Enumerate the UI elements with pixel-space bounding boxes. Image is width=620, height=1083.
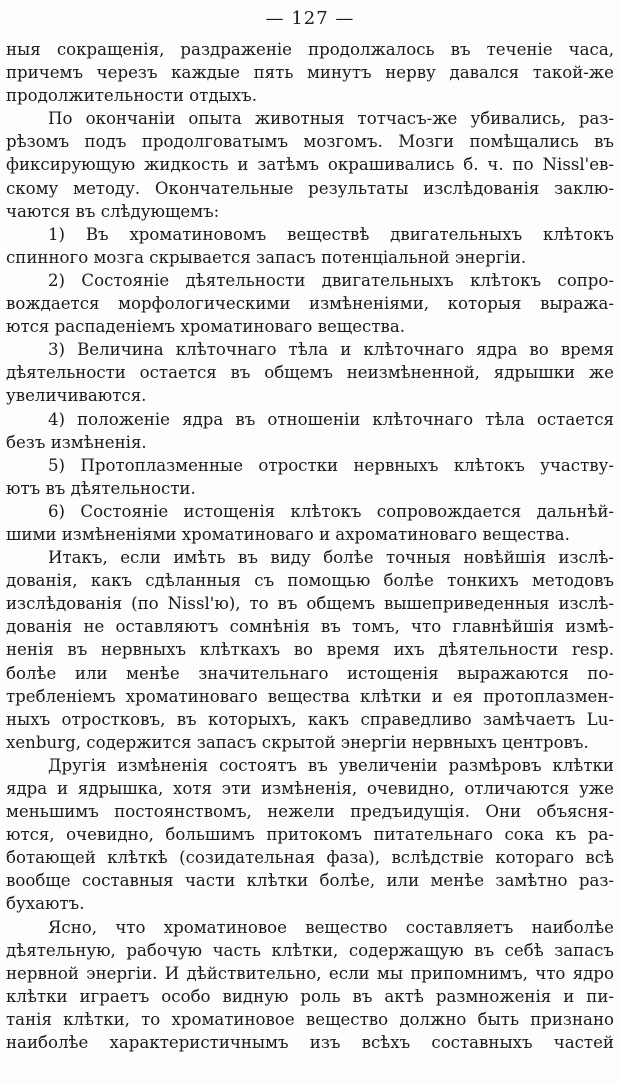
text-line: бухаютъ.: [6, 894, 85, 914]
text-line: дованія не оставляютъ сомнѣнія въ томъ, что главнѣйшія измѣ-: [6, 617, 614, 637]
text-line: По окончаніи опыта животныя тотчасъ-же убивались, раз-: [48, 109, 614, 129]
text-line: 4) положеніе ядра въ отношеніи клѣточнаго тѣла остается: [48, 409, 614, 429]
text-line: дѣятельности остается въ общемъ неизмѣненной, ядрышки же: [6, 363, 614, 383]
text-line: Другія измѣненія состоятъ въ увеличеніи размѣровъ клѣтки: [48, 755, 614, 775]
text-line: дованія, какъ сдѣланныя съ помощью болѣе тонкихъ методовъ: [6, 571, 614, 591]
text-line: причемъ черезъ каждые пять минутъ нерву давался такой-же: [6, 63, 614, 83]
text-line: 5) Протоплазменные отростки нервныхъ клѣтокъ участву-: [48, 455, 614, 475]
text-line: вождается морфологическими измѣненіями, которыя выража-: [6, 294, 614, 314]
text-line: ныя сокращенія, раздраженіе продолжалось въ теченіе часа,: [6, 40, 614, 59]
text-line: вообще составныя части клѣтки болѣе, или менѣе замѣтно раз-: [6, 871, 614, 891]
text-line: 6) Состояніе истощенія клѣтокъ сопровождается дальнѣй-: [48, 501, 614, 521]
text-line: увеличиваются.: [6, 386, 147, 406]
text-line: xenburg, содержится запасъ скрытой энергіи нервныхъ центровъ.: [6, 732, 589, 752]
text-line: ютъ въ дѣятельности.: [6, 478, 196, 498]
text-line: спинного мозга скрывается запасъ потенціальной энергіи.: [6, 247, 527, 267]
text-line: рѣзомъ подъ продолговатымъ мозгомъ. Мозги помѣщались въ: [6, 132, 614, 152]
text-line: ныхъ отростковъ, въ которыхъ, какъ справедливо замѣчаетъ Lu-: [6, 709, 614, 729]
text-line: ядра и ядрышка, хотя эти измѣненія, очевидно, отличаются уже: [6, 779, 614, 798]
text-line: болѣе или менѣе значительнаго истощенія выражаются по-: [6, 663, 614, 683]
text-line: изслѣдованія (по Nissl'ю), то въ общемъ вышеприведенныя изслѣ-: [6, 594, 614, 614]
text-line: танія клѣтки, то хроматиновое вещество должно быть признано: [6, 1009, 614, 1029]
text-line: ботающей клѣткѣ (созидательная фаза), вслѣдствіе котораго всѣ: [6, 848, 614, 868]
text-line: фиксирующую жидкость и затѣмъ окрашивались б. ч. по Nissl'ев-: [6, 155, 614, 175]
paragraph: [6, 38, 614, 107]
text-line: Итакъ, если имѣть въ виду болѣе точныя новѣйшія изслѣ-: [48, 548, 614, 568]
paragraph: [6, 916, 614, 1055]
paragraph: [6, 107, 614, 222]
text-line: безъ измѣненія.: [6, 432, 147, 452]
paragraph: [6, 546, 614, 754]
text-line: 2) Состояніе дѣятельности двигательныхъ клѣтокъ сопро-: [48, 270, 614, 290]
text-line: меньшимъ постоянствомъ, нежели предъидущія. Они объясня-: [6, 802, 614, 822]
text-line: ются, очевидно, большимъ притокомъ питательнаго сока къ ра-: [6, 825, 614, 845]
text-body: [6, 38, 614, 1054]
text-line: ненія въ нервныхъ клѣткахъ во время ихъ дѣятельности resp.: [6, 640, 614, 660]
text-line: продолжительности отдыхъ.: [6, 86, 257, 106]
text-line: чаются въ слѣдующемъ:: [6, 201, 220, 221]
paragraph: [6, 754, 614, 916]
paragraph: [6, 338, 614, 407]
paragraph: [6, 454, 614, 500]
text-line: клѣтки играетъ особо видную роль въ актѣ размноженія и пи-: [6, 986, 614, 1006]
text-line: 3) Величина клѣточнаго тѣла и клѣточнаго ядра во время: [48, 340, 614, 360]
text-line: скому методу. Окончательные результаты изслѣдованія заклю-: [6, 178, 614, 198]
text-line: дѣятельную, рабочую часть клѣтки, содержащую въ себѣ запасъ: [6, 940, 614, 960]
text-line: нервной энергіи. И дѣйствительно, если мы припомнимъ, что ядро: [6, 963, 614, 983]
text-line: Ясно, что хроматиновое вещество составляетъ наиболѣе: [48, 917, 614, 937]
paragraph: [6, 500, 614, 546]
text-line: ются распаденіемъ хроматиноваго вещества.: [6, 317, 406, 337]
text-line: наиболѣе характеристичнымъ изъ всѣхъ составныхъ частей: [6, 1033, 614, 1053]
text-line: требленіемъ хроматиноваго вещества клѣтки и ея протоплазмен-: [6, 686, 614, 706]
text-line: шими измѣненіями хроматиноваго и ахроматиноваго вещества.: [6, 524, 570, 544]
paragraph: [6, 408, 614, 454]
paragraph: [6, 269, 614, 338]
text-line: 1) Въ хроматиновомъ веществѣ двигательныхъ клѣтокъ: [48, 224, 614, 244]
page-number: — 127 —: [265, 8, 355, 29]
paragraph: [6, 223, 614, 269]
